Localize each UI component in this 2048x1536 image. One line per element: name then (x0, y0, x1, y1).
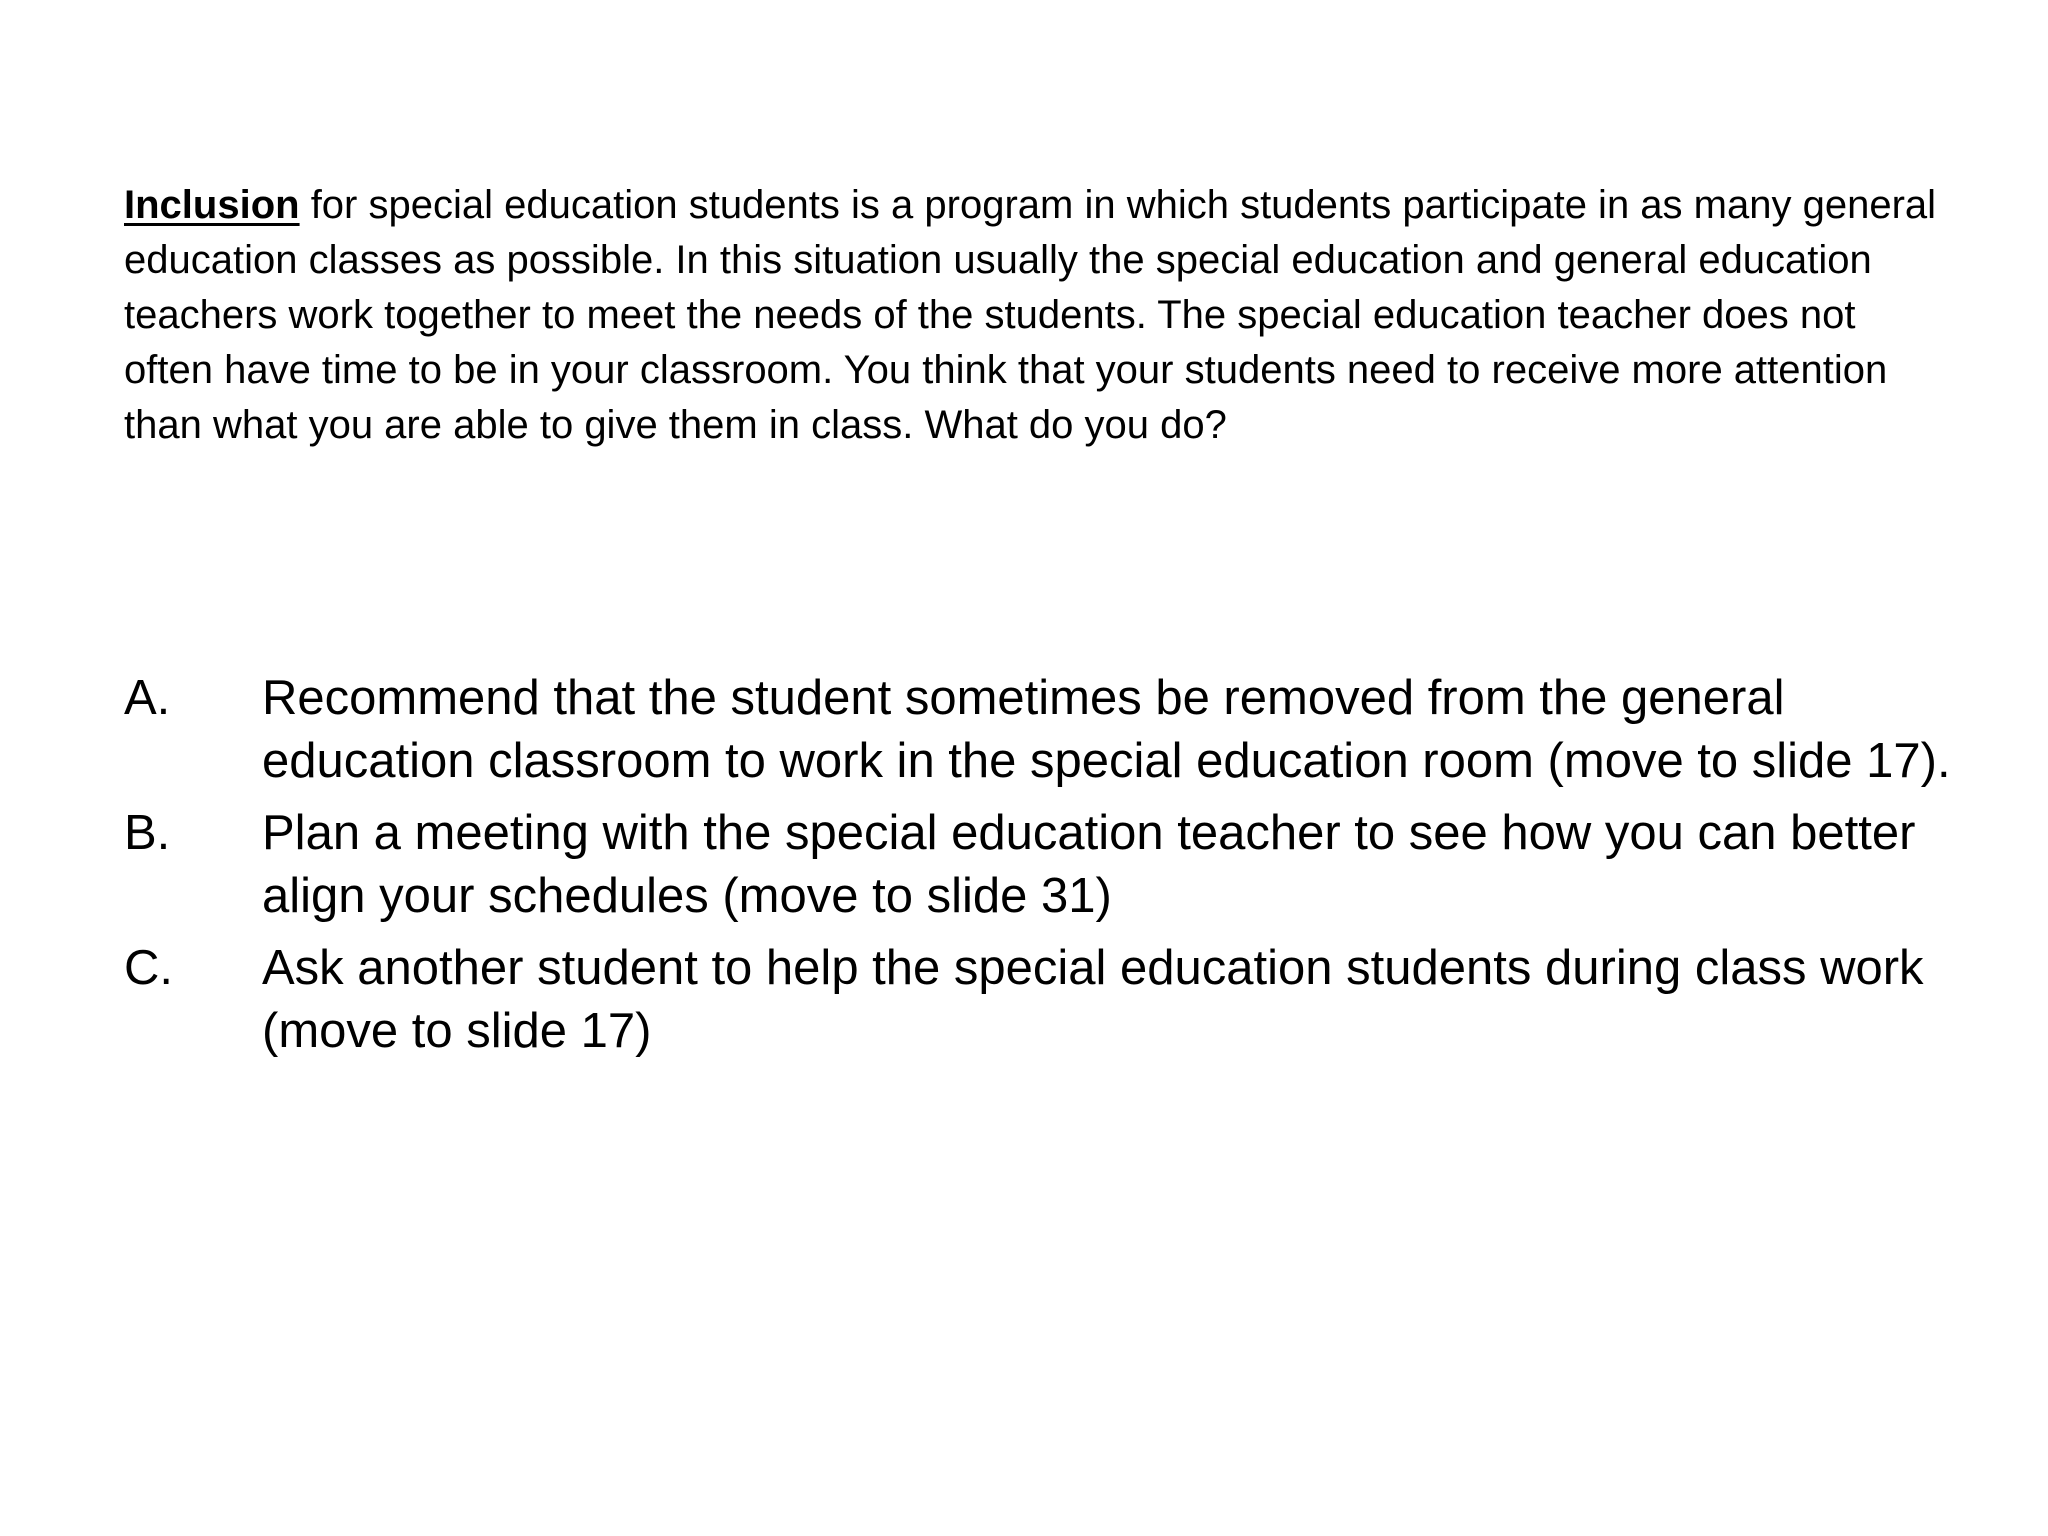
scenario-paragraph (124, 178, 1954, 453)
option-a-text: Recommend that the student sometimes be removed from the general education classroom to work in the special education room (move to slide 17). (262, 671, 1951, 788)
option-a-letter: A. (124, 671, 171, 725)
option-a[interactable] (124, 667, 1954, 793)
option-c-letter: C. (124, 941, 173, 995)
option-b-text: Plan a meeting with the special education teacher to see how you can better align your schedules (move to slide 31) (262, 806, 1916, 923)
option-b[interactable] (124, 802, 1954, 928)
scenario-text: for special education students is a program in which students participate in as many general education classes as possible. In this situation usually the special education and general education teachers work together to meet the needs of the students. The special education teacher does not often have time to be in your classroom. You think that your students need to receive more attention than what you are able to give them in class. What do you do? (124, 183, 1937, 447)
option-c[interactable] (124, 937, 1954, 1063)
answer-options-list (124, 667, 1954, 1072)
option-c-text: Ask another student to help the special education students during class work (move to slide 17) (262, 941, 1924, 1058)
option-b-letter: B. (124, 806, 171, 860)
key-term: Inclusion (124, 183, 300, 227)
